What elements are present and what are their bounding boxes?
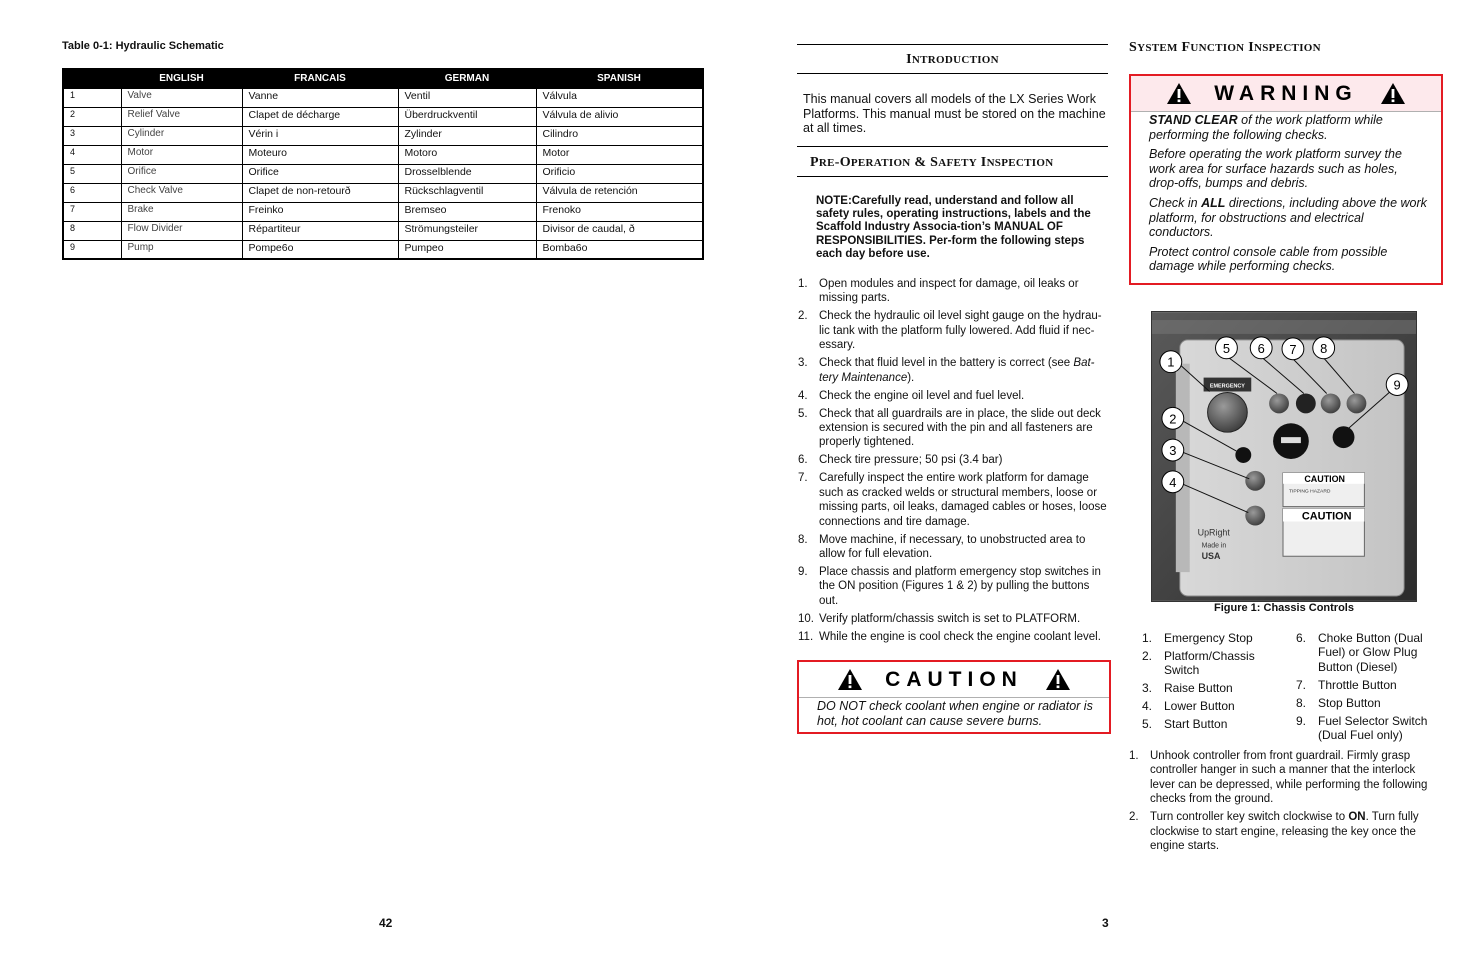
figure-caption: Figure 1: Chassis Controls: [1214, 602, 1354, 614]
step-text-b: ).: [907, 371, 915, 384]
row-number: 9: [63, 240, 121, 259]
legend-item: [1296, 696, 1436, 710]
table-row: [63, 240, 703, 259]
table-row: [63, 202, 703, 221]
header-number: [63, 69, 121, 88]
warning-paragraph-2: Before operating the work platform survey the work area for surface hazards such as holes, drop-offs, bumps and debris.: [1149, 147, 1402, 191]
step-text-i: Bat-tery Maintenance: [819, 357, 1095, 384]
caution-title: CAUTION: [885, 667, 1023, 691]
preop-step: [798, 309, 1108, 352]
preop-step: [798, 277, 1108, 306]
preop-step: [798, 471, 1108, 529]
english-cell: Pump: [121, 240, 242, 259]
warning-p1-rest: of the work platform while performing the following checks.: [1149, 113, 1383, 142]
legend-text: Lower Button: [1164, 699, 1235, 714]
header-german: GERMAN: [398, 69, 536, 88]
photo-brand: UpRight: [1197, 527, 1230, 538]
francais-cell: Clapet de non-retourð: [242, 183, 398, 202]
callout-1: 1: [1167, 354, 1175, 370]
legend-text: Stop Button: [1318, 695, 1381, 710]
system-step-2: [1129, 810, 1439, 853]
stop-button: [1347, 393, 1367, 413]
spanish-cell: Bomba6o: [536, 240, 703, 259]
step-number: 1.: [798, 278, 808, 290]
warning-triangle-icon: [1166, 82, 1192, 105]
callout-3: 3: [1169, 443, 1177, 459]
legend-text: Start Button: [1164, 717, 1228, 732]
preop-step: [798, 533, 1108, 562]
spanish-cell: Válvula: [536, 88, 703, 107]
legend-text: Emergency Stop: [1164, 631, 1253, 645]
francais-cell: Répartiteur: [242, 221, 398, 240]
row-number: 7: [63, 202, 121, 221]
step-number: 9.: [798, 566, 808, 579]
callout-9: 9: [1393, 377, 1401, 393]
step-text: Check that all guardrails are in place, the slide out deck extension is secured with the pin and all fasteners are properly tightened.: [819, 407, 1101, 449]
legend-item: [1142, 631, 1282, 645]
page-number-left: 42: [379, 916, 393, 930]
step-number: 7.: [798, 472, 808, 485]
francais-cell: Pompe6o: [242, 240, 398, 259]
legend-number: 6.: [1296, 631, 1307, 645]
step-text: Move machine, if necessary, to unobstructed area to allow for full elevation.: [819, 533, 1086, 561]
step-text-a: Turn controller key switch clockwise to: [1150, 811, 1349, 824]
legend-text: Fuel Selector Switch (Dual Fuel only): [1318, 713, 1428, 742]
table-row: [63, 164, 703, 183]
intro-heading: [797, 52, 1108, 68]
lower-button: [1245, 506, 1265, 526]
preop-step: [798, 612, 1108, 626]
francais-cell: Vanne: [242, 88, 398, 107]
francais-cell: Orifice: [242, 164, 398, 183]
callout-2: 2: [1169, 411, 1177, 427]
francais-cell: Vérin i: [242, 126, 398, 145]
raise-button: [1245, 471, 1265, 491]
step-text: Check the engine oil level and fuel level.: [819, 389, 1025, 402]
legend-text: Platform/Chassis Switch: [1164, 648, 1255, 678]
legend-number: 5.: [1142, 717, 1153, 732]
english-cell: Flow Divider: [121, 221, 242, 240]
legend-text: Raise Button: [1164, 681, 1233, 696]
intro-paragraph: This manual covers all models of the LX Series Work Platforms. This manual must be stored on the machine at all times.: [803, 92, 1106, 136]
warning-paragraph-1: [1149, 113, 1429, 142]
step-text: Unhook controller from front guardrail. Firmly grasp controller hanger in such a manner that the interlock lever can be depressed, while performing the following checks from the ground.: [1150, 750, 1428, 806]
step-number: 4.: [798, 389, 808, 402]
warning-box: [1129, 74, 1443, 285]
francais-cell: Clapet de décharge: [242, 107, 398, 126]
row-number: 4: [63, 145, 121, 164]
row-number: 8: [63, 221, 121, 240]
header-francais: FRANCAIS: [242, 69, 398, 88]
callout-7: 7: [1289, 341, 1297, 357]
preop-rule-top: [797, 146, 1108, 147]
step-text: Open modules and inspect for damage, oil leaks or missing parts.: [819, 278, 1079, 305]
callout-8: 8: [1320, 340, 1328, 356]
emergency-stop-button: [1208, 392, 1248, 432]
system-check-steps: [1129, 749, 1439, 857]
english-cell: Relief Valve: [121, 107, 242, 126]
header-english: ENGLISH: [121, 69, 242, 88]
preop-step: [798, 565, 1108, 608]
photo-caution1-label: CAUTION: [1304, 473, 1346, 484]
step-number: 2.: [1129, 811, 1139, 824]
photo-usa: USA: [1201, 551, 1221, 562]
german-cell: Überdruckventil: [398, 107, 536, 126]
step-text-on: ON: [1348, 811, 1366, 824]
legend-item: [1142, 649, 1282, 678]
legend-item: [1142, 717, 1282, 731]
chassis-controls-photo: [1151, 311, 1417, 602]
legend-list-right: [1296, 631, 1436, 746]
fuel-selector-switch: [1333, 426, 1355, 448]
preop-heading: PRE-OPERATION & SAFETY INSPECTION: [810, 155, 1054, 170]
english-cell: Check Valve: [121, 183, 242, 202]
throttle-button: [1321, 393, 1341, 413]
german-cell: Pumpeo: [398, 240, 536, 259]
preop-steps-list: [798, 277, 1108, 648]
step-text: Place chassis and platform emergency stop switches in the ON position (Figures 1 & 2) by pulling the buttons out.: [819, 566, 1101, 607]
step-text: While the engine is cool check the engine coolant level.: [819, 630, 1101, 643]
francais-cell: Moteuro: [242, 145, 398, 164]
photo-emergency-label: EMERGENCY: [1209, 383, 1245, 390]
photo-made-in: Made in: [1201, 542, 1227, 550]
francais-cell: Freinko: [242, 202, 398, 221]
legend-list-left: [1142, 631, 1282, 735]
warning-all: ALL: [1201, 195, 1226, 210]
step-number: 5.: [798, 407, 808, 420]
row-number: 2: [63, 107, 121, 126]
table-row: [63, 126, 703, 145]
caution-triangle-icon: [1045, 668, 1071, 691]
warning-title: WARNING: [1214, 81, 1358, 105]
legend-number: 8.: [1296, 695, 1307, 710]
platform-chassis-switch: [1235, 447, 1251, 463]
warning-stand-clear: STAND CLEAR: [1149, 113, 1238, 127]
legend-number: 1.: [1142, 631, 1153, 645]
legend-number: 4.: [1142, 699, 1153, 714]
callout-4: 4: [1169, 474, 1177, 490]
step-number: 8.: [798, 533, 808, 546]
table-header-row: [63, 69, 703, 88]
warning-p3-a: Check in: [1149, 195, 1202, 210]
callout-5: 5: [1222, 340, 1231, 356]
caution-text: DO NOT check coolant when engine or radiator is hot, hot coolant can cause severe burns.: [817, 699, 1093, 728]
system-function-heading: SYSTEM FUNCTION INSPECTION: [1129, 40, 1321, 55]
preop-step: [798, 389, 1108, 403]
english-cell: Orifice: [121, 164, 242, 183]
spanish-cell: Válvula de alivio: [536, 107, 703, 126]
step-text: Verify platform/chassis switch is set to PLATFORM.: [819, 612, 1081, 625]
legend-number: 9.: [1296, 713, 1307, 728]
table-title: Table 0-1: Hydraulic Schematic: [62, 40, 224, 52]
intro-rule-bottom: [797, 73, 1108, 74]
photo-caution2-label: CAUTION: [1301, 510, 1352, 523]
preop-step: [798, 630, 1108, 644]
legend-item: [1296, 631, 1436, 674]
english-cell: Motor: [121, 145, 242, 164]
german-cell: Zylinder: [398, 126, 536, 145]
warning-p3-b: directions, including above the work platform, for obstructions and electrical conductors.: [1149, 195, 1427, 240]
intro-heading-text: INTRODUCTION: [906, 52, 999, 67]
legend-item: [1296, 678, 1436, 692]
step-text-b: . Turn fully clockwise to start engine, releasing the key once the engine starts.: [1150, 811, 1419, 853]
choke-button: [1296, 393, 1316, 413]
callout-6: 6: [1257, 340, 1265, 356]
german-cell: Strömungsteiler: [398, 221, 536, 240]
step-text-a: Check that fluid level in the battery is correct (see: [819, 357, 1074, 370]
legend-item: [1142, 681, 1282, 695]
preop-step: [798, 453, 1108, 467]
step-number: 10.: [798, 612, 814, 625]
table-row: [63, 88, 703, 107]
step-text: Check tire pressure; 50 psi (3.4 bar): [819, 454, 1003, 467]
german-cell: Ventil: [398, 88, 536, 107]
safety-note: NOTE:Carefully read, understand and follow all safety rules, operating instructions, labels and the Scaffold Industry Associa-tion’s MANUAL OF RESPONSIBILITIES. Per-form the following steps each day before use.: [816, 195, 1091, 260]
spanish-cell: Motor: [536, 145, 703, 164]
step-text: Check the hydraulic oil level sight gauge on the hydrau-lic tank with the platform fully lowered. Add fluid if nec-essary.: [819, 310, 1102, 352]
step-number: 2.: [798, 310, 808, 323]
warning-body: [1131, 112, 1441, 274]
preop-step: [798, 356, 1108, 385]
spanish-cell: Orificio: [536, 164, 703, 183]
row-number: 1: [63, 88, 121, 107]
table-row: [63, 183, 703, 202]
german-cell: Rückschlagventil: [398, 183, 536, 202]
english-cell: Cylinder: [121, 126, 242, 145]
spanish-cell: Cilindro: [536, 126, 703, 145]
start-button: [1269, 393, 1289, 413]
warning-paragraph-4: Protect control console cable from possible damage while performing checks.: [1149, 244, 1388, 274]
row-number: 6: [63, 183, 121, 202]
spanish-cell: Válvula de retención: [536, 183, 703, 202]
warning-header: [1131, 76, 1441, 112]
legend-item: [1142, 699, 1282, 713]
header-spanish: SPANISH: [536, 69, 703, 88]
spanish-cell: Divisor de caudal, ð: [536, 221, 703, 240]
legend-number: 2.: [1142, 648, 1153, 663]
german-cell: Drosselblende: [398, 164, 536, 183]
step-number: 1.: [1129, 750, 1139, 762]
warning-triangle-icon: [1380, 82, 1406, 105]
system-step-1: [1129, 749, 1439, 807]
caution-header: [799, 662, 1109, 698]
warning-paragraph-3: [1149, 196, 1429, 240]
intro-rule-top: [797, 44, 1108, 45]
row-number: 5: [63, 164, 121, 183]
step-number: 11.: [798, 630, 814, 643]
row-number: 3: [63, 126, 121, 145]
legend-item: [1296, 714, 1436, 743]
english-cell: Valve: [121, 88, 242, 107]
german-cell: Bremseo: [398, 202, 536, 221]
spanish-cell: Frenoko: [536, 202, 703, 221]
legend-number: 7.: [1296, 677, 1307, 692]
table-row: [63, 107, 703, 126]
step-text: Carefully inspect the entire work platform for damage such as cracked welds or structural members, loose or missing parts, oil leaks, damaged cables or hoses, loose connections and tire damage.: [819, 472, 1107, 528]
legend-text: Throttle Button: [1318, 677, 1397, 692]
caution-box: [797, 660, 1111, 734]
step-number: 6.: [798, 454, 808, 467]
caution-triangle-icon: [837, 668, 863, 691]
step-number: 3.: [798, 357, 808, 370]
table-row: [63, 145, 703, 164]
legend-number: 3.: [1142, 681, 1153, 696]
hydraulic-schematic-table: [62, 68, 704, 260]
page-number-right: 3: [1102, 916, 1109, 930]
legend-text: Choke Button (Dual Fuel) or Glow Plug Button (Diesel): [1318, 631, 1423, 674]
photo-tipping-label: TIPPING HAZARD: [1288, 489, 1331, 495]
preop-rule-bottom: [797, 176, 1108, 177]
german-cell: Motoro: [398, 145, 536, 164]
table-row: [63, 221, 703, 240]
english-cell: Brake: [121, 202, 242, 221]
preop-step: [798, 407, 1108, 450]
